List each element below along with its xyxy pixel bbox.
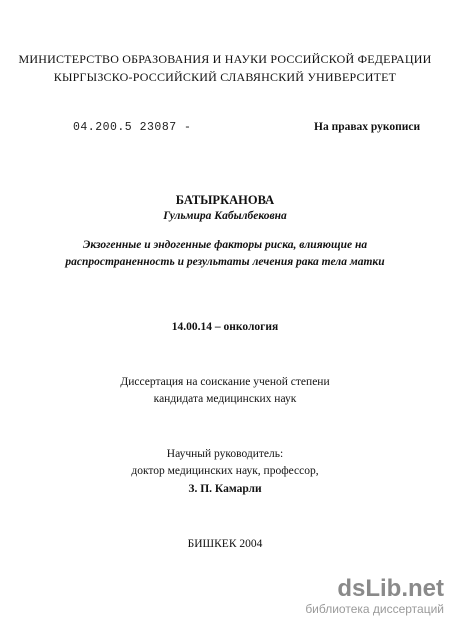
watermark-logo: dsLib.net	[337, 575, 444, 602]
supervisor-label: Научный руководитель:	[166, 448, 284, 460]
dissertation-line-2: кандидата медицинских наук	[153, 393, 297, 405]
ministry-header: МИНИСТЕРСТВО ОБРАЗОВАНИЯ И НАУКИ РОССИЙСКОЙ ФЕДЕРАЦИИ	[18, 52, 432, 66]
dissertation-line-1: Диссертация на соискание ученой степени	[120, 376, 330, 388]
university-header: КЫРГЫЗСКО-РОССИЙСКИЙ СЛАВЯНСКИЙ УНИВЕРСИТЕТ	[53, 70, 397, 84]
library-stamp-number: 04.200.5 23087 -	[73, 121, 192, 134]
rights-note: На правах рукописи	[314, 121, 421, 133]
author-name: Гульмира Кабылбековна	[163, 210, 287, 222]
author-surname: БАТЫРКАНОВА	[175, 193, 275, 207]
supervisor-name: З. П. Камарли	[188, 483, 262, 495]
specialty-code: 14.00.14 – онкология	[171, 321, 279, 333]
supervisor-title: доктор медицинских наук, профессор,	[131, 465, 319, 477]
city-year: БИШКЕК 2004	[187, 538, 263, 550]
watermark-subtitle: библиотека диссертаций	[305, 602, 444, 616]
title-line-2: распространенность и результаты лечения рака тела матки	[65, 256, 385, 268]
watermark	[264, 576, 444, 616]
title-line-1: Экзогенные и эндогенные факторы риска, влияющие на	[82, 239, 368, 251]
